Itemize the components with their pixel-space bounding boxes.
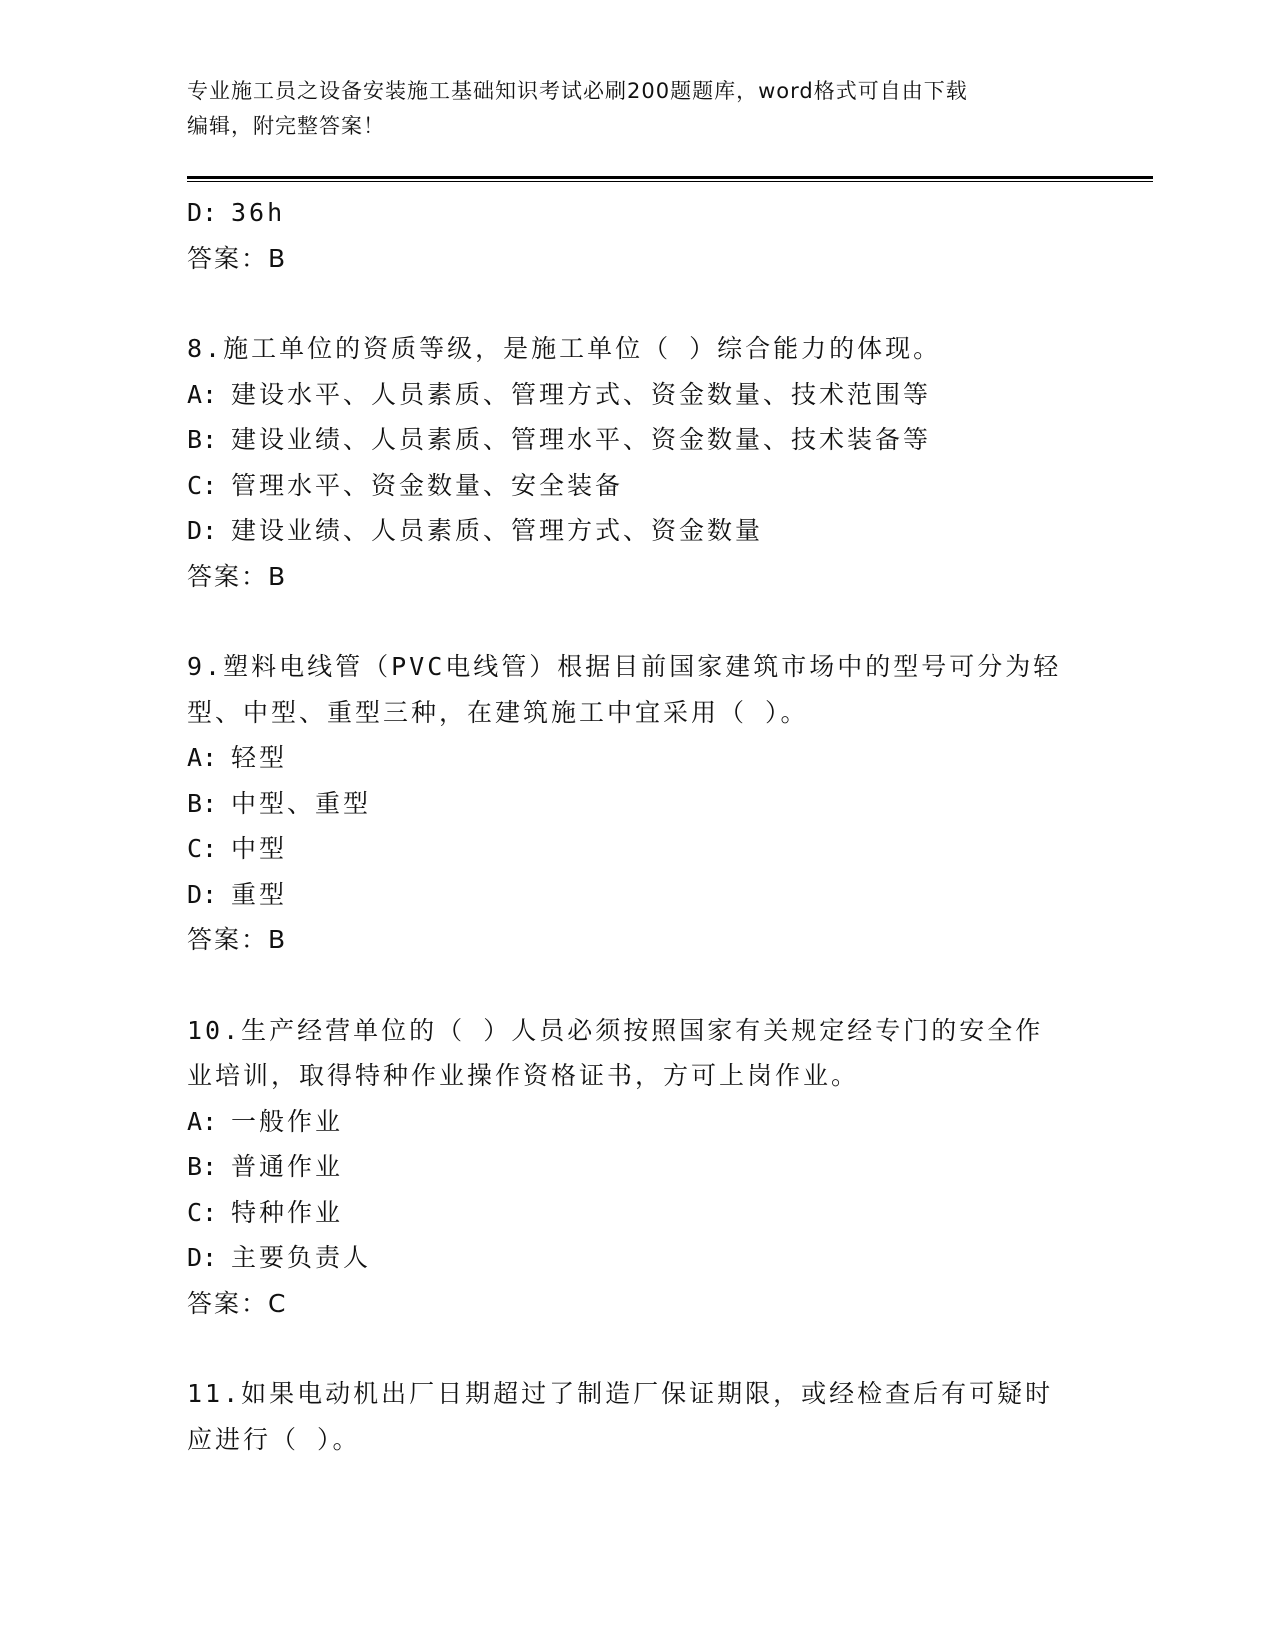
option-label: C:	[187, 1197, 218, 1227]
option-label: B:	[187, 788, 218, 818]
option-label: D:	[187, 1243, 218, 1272]
header-line-1: 专业施工员之设备安装施工基础知识考试必刷200题题库，word格式可自由下载	[187, 79, 968, 103]
question-9-text-line-1: 9.塑料电线管（PVC电线管）根据目前国家建筑市场中的型号可分为轻	[187, 652, 1062, 681]
option-label: B:	[187, 1152, 218, 1181]
question-8-answer: 答案：B	[187, 561, 288, 591]
question-8-option-b	[187, 417, 1087, 463]
spacer	[187, 1326, 1087, 1371]
option-text: 一般作业	[231, 1106, 344, 1136]
option-label: B:	[187, 425, 218, 454]
question-9-option-b	[187, 781, 1087, 827]
question-8-text: 8.施工单位的资质等级，是施工单位（ ）综合能力的体现。	[187, 334, 942, 363]
option-label: C:	[187, 470, 218, 500]
question-8-option-a	[187, 372, 1087, 418]
option-label: D:	[187, 516, 218, 545]
option-label: D:	[187, 879, 218, 909]
answer-line: 答案：B	[187, 243, 288, 273]
option-text: 管理水平、资金数量、安全装备	[231, 470, 624, 500]
question-11-text-line-1: 11.如果电动机出厂日期超过了制造厂保证期限，或经检查后有可疑时	[187, 1379, 1054, 1408]
question-10-text-line-2: 业培训，取得特种作业操作资格证书，方可上岗作业。	[187, 1061, 860, 1090]
question-10-option-a	[187, 1099, 1087, 1145]
option-text: 36h	[231, 198, 286, 227]
option-label: A:	[187, 1106, 218, 1136]
option-label: A:	[187, 379, 218, 409]
question-8-option-d	[187, 508, 1087, 554]
header-line-2: 编辑，附完整答案！	[187, 114, 385, 138]
option-text: 普通作业	[231, 1152, 344, 1181]
spacer	[187, 281, 1087, 326]
question-10-option-c	[187, 1190, 1087, 1236]
question-9-option-a	[187, 735, 1087, 781]
question-9-text-line-2: 型、中型、重型三种，在建筑施工中宜采用（ ）。	[187, 697, 809, 727]
option-text: 特种作业	[231, 1197, 344, 1227]
question-10-answer: 答案：C	[187, 1288, 288, 1318]
option-text: 中型、重型	[231, 788, 372, 818]
question-9-answer: 答案：B	[187, 925, 288, 954]
question-10-option-b	[187, 1144, 1087, 1190]
option-label: A:	[187, 743, 218, 772]
page-header	[187, 74, 1067, 144]
option-text: 建设水平、人员素质、管理方式、资金数量、技术范围等	[231, 379, 932, 409]
option-d	[187, 190, 1087, 236]
option-text: 中型	[231, 834, 288, 863]
question-9-option-d	[187, 872, 1087, 918]
option-text: 建设业绩、人员素质、管理水平、资金数量、技术装备等	[231, 425, 932, 454]
question-10-option-d	[187, 1235, 1087, 1281]
spacer	[187, 599, 1087, 644]
option-label: C:	[187, 834, 218, 863]
option-text: 轻型	[231, 743, 288, 772]
header-rule-thick	[187, 176, 1153, 179]
spacer	[187, 963, 1087, 1008]
option-text: 建设业绩、人员素质、管理方式、资金数量	[231, 516, 764, 545]
option-text: 重型	[231, 879, 288, 909]
question-11-text-line-2: 应进行（ ）。	[187, 1424, 361, 1454]
question-10-text-line-1: 10.生产经营单位的（ ）人员必须按照国家有关规定经专门的安全作	[187, 1015, 1044, 1045]
question-9-option-c	[187, 826, 1087, 872]
question-8-option-c	[187, 463, 1087, 509]
question-content	[187, 190, 1087, 1462]
header-rule-thin	[187, 181, 1153, 182]
option-label: D:	[187, 198, 218, 227]
option-text: 主要负责人	[231, 1243, 372, 1272]
